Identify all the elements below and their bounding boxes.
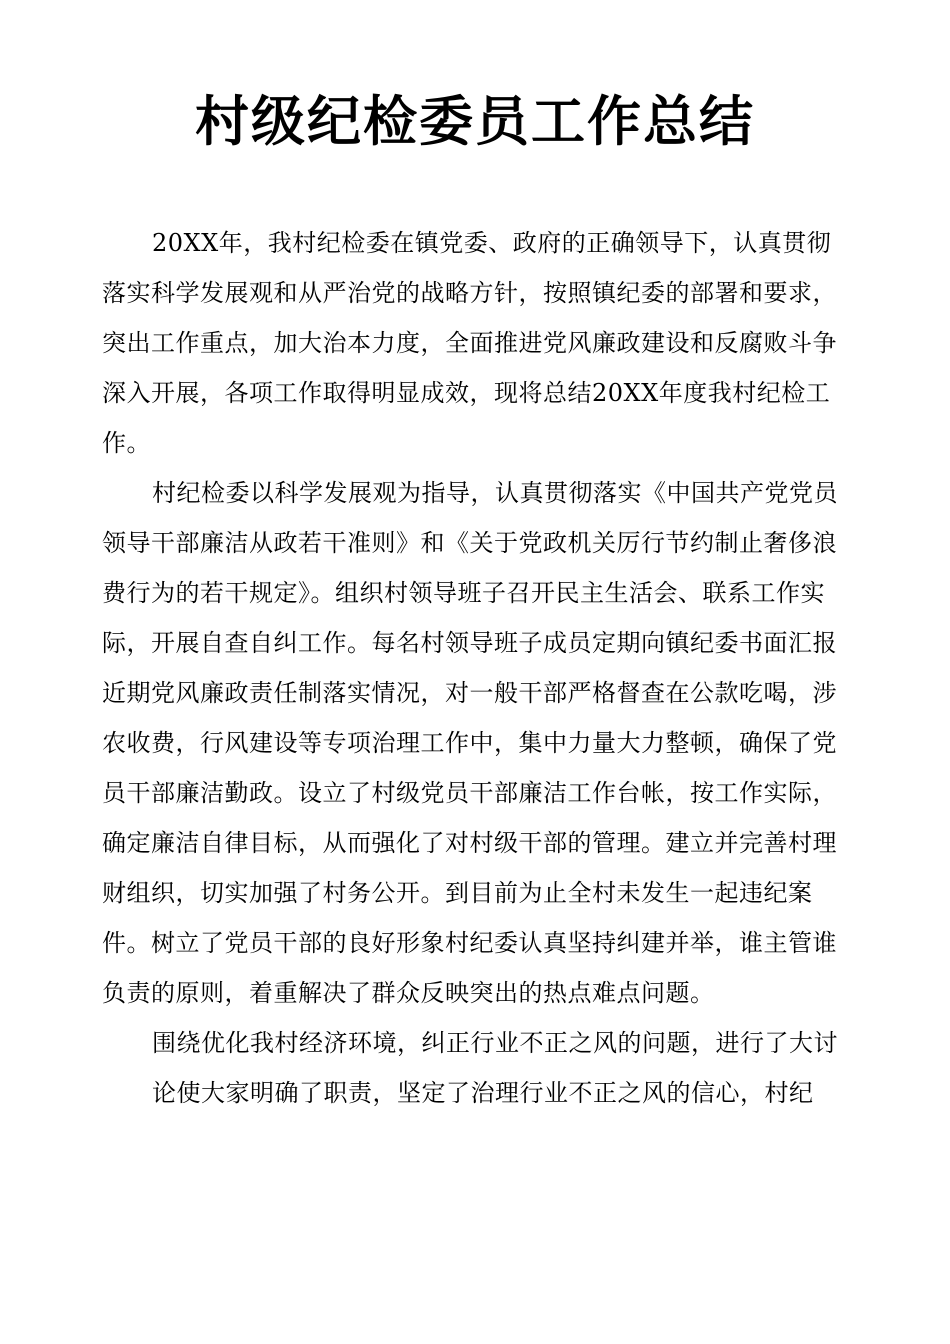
paragraph-2: 村纪检委以科学发展观为指导，认真贯彻落实《中国共产党党员领导干部廉洁从政若干准则》和《关于党政机关厉行节约制止奢侈浪费行为的若干规定》。组织村领导班子召开民主生活会、联系工作实际，开展自查自纠工作。每名村领导班子成员定期向镇纪委书面汇报近期党风廉政责任制落实情况，对一般干部严格督查在公款吃喝，涉农收费，行风建设等专项治理工作中，集中力量大力整顿，确保了党员干部廉洁勤政。设立了村级党员干部廉洁工作台帐，按工作实际，确定廉洁自律目标，从而强化了对村级干部的管理。建立并完善村理财组织，切实加强了村务公开。到目前为止全村未发生一起违纪案件。树立了党员干部的良好形象村纪委认真坚持纠建并举，谁主管谁负责的原则，着重解决了群众反映突出的热点难点问题。 <box>102 479 838 1007</box>
paragraph-1: 20XX年，我村纪检委在镇党委、政府的正确领导下，认真贯彻落实科学发展观和从严治党的战略方针，按照镇纪委的部署和要求，突出工作重点，加大治本力度，全面推进党风廉政建设和反腐败斗争深入开展，各项工作取得明显成效，现将总结20XX年度我村纪检工作。 <box>102 229 837 457</box>
paragraph-3: 围绕优化我村经济环境，纠正行业不正之风的问题，进行了大讨 <box>152 1029 838 1057</box>
document-title: 村级纪检委员工作总结 <box>195 90 755 153</box>
paragraph-4: 论使大家明确了职责，坚定了治理行业不正之风的信心，村纪 <box>152 1079 814 1107</box>
document-body <box>102 218 850 1118</box>
